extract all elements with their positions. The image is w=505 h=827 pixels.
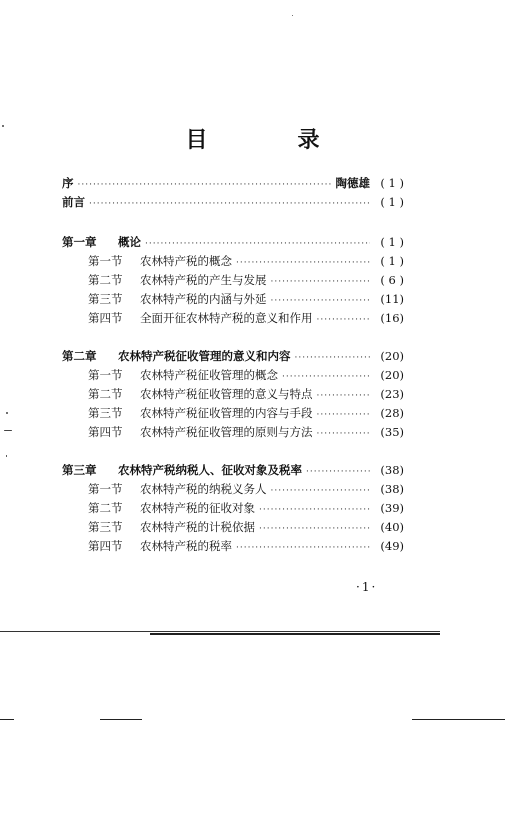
- entry-label: 前言: [62, 195, 85, 209]
- section-label: 第四节: [88, 425, 123, 439]
- entry-page: ( 1 ): [380, 176, 404, 190]
- dot-leader: [271, 293, 371, 309]
- dot-leader: [317, 388, 371, 404]
- section-label: 第三节: [88, 406, 123, 420]
- entry-page: ( 1 ): [380, 195, 404, 209]
- section-title: 农林特产税的计税依据: [140, 520, 255, 534]
- scan-speck: [6, 455, 7, 457]
- dot-leader: [145, 236, 370, 252]
- toc-entry-preface[interactable]: [62, 175, 404, 191]
- toc-section[interactable]: [88, 538, 404, 554]
- dot-leader: [282, 369, 370, 385]
- toc-section[interactable]: [88, 500, 404, 516]
- section-title: 农林特产税的概念: [140, 254, 232, 268]
- page-title: 目 录: [185, 128, 354, 153]
- section-label: 第一节: [88, 368, 123, 382]
- section-page: (20): [380, 368, 404, 382]
- scan-rule-line: [412, 719, 505, 720]
- dot-leader: [236, 255, 370, 271]
- toc-chapter-2[interactable]: [62, 348, 404, 364]
- dot-leader: [317, 426, 371, 442]
- toc-section[interactable]: [88, 272, 404, 288]
- toc-section[interactable]: [88, 424, 404, 440]
- section-title: 全面开征农林特产税的意义和作用: [140, 311, 313, 325]
- dot-leader: [271, 483, 371, 499]
- toc-entry-foreword[interactable]: [62, 194, 404, 210]
- chapter-label: 第三章: [62, 463, 97, 477]
- section-label: 第一节: [88, 254, 123, 268]
- scan-speck: [292, 15, 293, 16]
- toc-section[interactable]: [88, 481, 404, 497]
- toc-section[interactable]: [88, 367, 404, 383]
- section-title: 农林特产税的内涵与外延: [140, 292, 267, 306]
- section-title: 农林特产税征收管理的内容与手段: [140, 406, 313, 420]
- scan-rule-line: [100, 719, 142, 720]
- section-label: 第二节: [88, 501, 123, 515]
- scan-rule-line: [0, 631, 440, 632]
- section-page: (38): [380, 482, 404, 496]
- section-title: 农林特产税征收管理的原则与方法: [140, 425, 313, 439]
- scan-speck: [2, 125, 4, 127]
- section-title: 农林特产税的征收对象: [140, 501, 255, 515]
- section-label: 第三节: [88, 292, 123, 306]
- section-page: (35): [380, 425, 404, 439]
- scan-rule-line: [0, 719, 14, 720]
- scan-speck: [4, 430, 12, 431]
- chapter-title: 农林特产税征收管理的意义和内容: [118, 349, 291, 363]
- section-page: (39): [380, 501, 404, 515]
- scan-rule-line: [150, 633, 440, 635]
- section-title: 农林特产税征收管理的意义与特点: [140, 387, 313, 401]
- chapter-label: 第二章: [62, 349, 97, 363]
- section-page: (23): [380, 387, 404, 401]
- section-label: 第一节: [88, 482, 123, 496]
- section-page: ( 6 ): [380, 273, 404, 287]
- section-page: (40): [380, 520, 404, 534]
- section-label: 第四节: [88, 539, 123, 553]
- dot-leader: [259, 502, 370, 518]
- toc-section[interactable]: [88, 310, 404, 326]
- scan-speck: [6, 412, 8, 414]
- chapter-page: (20): [380, 349, 404, 363]
- section-title: 农林特产税征收管理的概念: [140, 368, 278, 382]
- section-page: (16): [380, 311, 404, 325]
- dot-leader: [317, 312, 371, 328]
- toc-section[interactable]: [88, 291, 404, 307]
- entry-label: 序: [62, 176, 74, 190]
- section-page: ( 1 ): [380, 254, 404, 268]
- dot-leader: [78, 177, 332, 193]
- dot-leader: [295, 350, 371, 366]
- dot-leader: [317, 407, 371, 423]
- dot-leader: [259, 521, 370, 537]
- chapter-label: 第一章: [62, 235, 97, 249]
- section-page: (11): [380, 292, 404, 306]
- toc-section[interactable]: [88, 405, 404, 421]
- section-title: 农林特产税的纳税义务人: [140, 482, 267, 496]
- section-label: 第四节: [88, 311, 123, 325]
- toc-section[interactable]: [88, 253, 404, 269]
- dot-leader: [271, 274, 371, 290]
- dot-leader: [89, 196, 370, 212]
- toc-section[interactable]: [88, 519, 404, 535]
- toc-chapter-3[interactable]: [62, 462, 404, 478]
- section-label: 第二节: [88, 273, 123, 287]
- section-label: 第二节: [88, 387, 123, 401]
- entry-author: 陶德雄: [335, 176, 370, 190]
- chapter-title: 概论: [118, 235, 141, 249]
- page-number: ·1·: [356, 580, 378, 594]
- dot-leader: [306, 464, 370, 480]
- chapter-page: ( 1 ): [380, 235, 404, 249]
- toc-section[interactable]: [88, 386, 404, 402]
- chapter-title: 农林特产税纳税人、征收对象及税率: [118, 463, 302, 477]
- chapter-page: (38): [380, 463, 404, 477]
- dot-leader: [236, 540, 370, 556]
- section-title: 农林特产税的产生与发展: [140, 273, 267, 287]
- toc-chapter-1[interactable]: [62, 234, 404, 250]
- section-page: (49): [380, 539, 404, 553]
- section-label: 第三节: [88, 520, 123, 534]
- section-page: (28): [380, 406, 404, 420]
- section-title: 农林特产税的税率: [140, 539, 232, 553]
